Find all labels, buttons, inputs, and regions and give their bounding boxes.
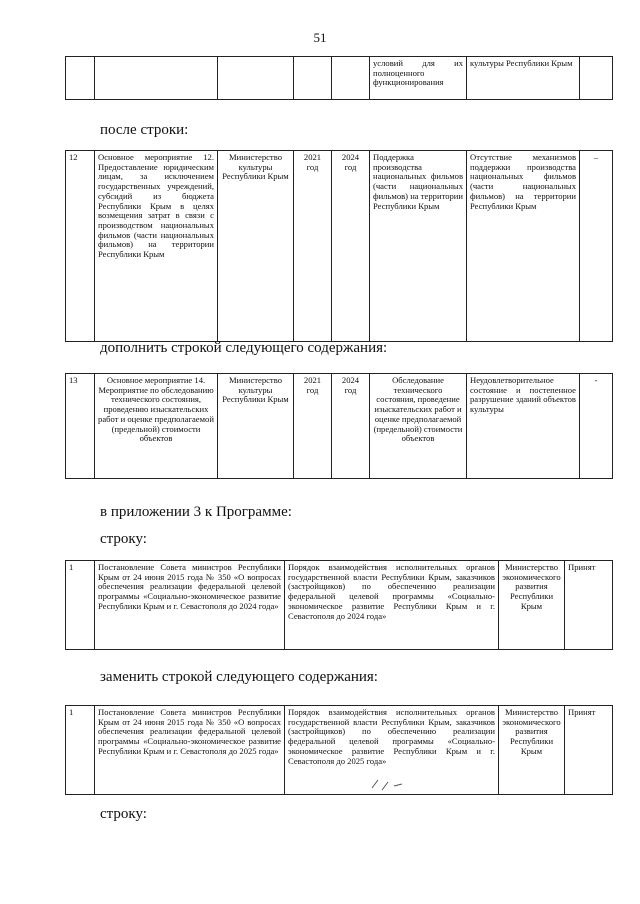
cell-event: Основное мероприятие 12. Предоставление юридическим лицам, за исключением государственных учреждений, субсидий из бюджета Республики Крым в целях возмещения затрат в связи с производством национальных фильмов (части национальных фильмов) на территории Республики Крым bbox=[95, 151, 218, 342]
table-row-12 bbox=[65, 150, 613, 342]
cell-executor: Министерство культуры Республики Крым bbox=[218, 151, 294, 342]
cell-start-year: 2021 год bbox=[294, 151, 332, 342]
cell-status: Принят bbox=[565, 561, 613, 650]
cell-end-year: 2024 год bbox=[332, 374, 370, 479]
table-row-13 bbox=[65, 373, 613, 479]
cell-act: Постановление Совета министров Республики Крым от 24 июня 2015 года № 350 «О вопросах обеспечения реализации федеральной целевой программы «Социально-экономическое развитие Республики Крым и г. Севастополя до 2024 года» bbox=[95, 561, 285, 650]
table-new-row bbox=[65, 705, 613, 795]
cell-consequence: Отсутствие механизмов поддержки производства национальных фильмов (части национальных фильмов) на территории Республики Крым bbox=[467, 151, 580, 342]
heading-after-row: после строки: bbox=[100, 122, 189, 138]
table-row bbox=[66, 561, 613, 650]
cell-end-year: 2024 год bbox=[332, 151, 370, 342]
table-old-row bbox=[65, 560, 613, 650]
page-number: 51 bbox=[313, 30, 327, 45]
cell-executor: Министерство культуры Республики Крым bbox=[218, 374, 294, 479]
cell-executor: Министерство экономического развития Республики Крым bbox=[499, 706, 565, 795]
cell-event: Основное мероприятие 14. Мероприятие по обследованию технического состояния, проведению изыскательских работ и оценке предполагаемой (предельной) стоимости объектов bbox=[95, 374, 218, 479]
heading-row-label-2: строку: bbox=[100, 806, 147, 822]
heading-replace-row: заменить строкой следующего содержания: bbox=[100, 669, 378, 685]
cell-status: Принят bbox=[565, 706, 613, 795]
cell-consequence: Неудовлетворительное состояние и постепенное разрушение зданий объектов культуры bbox=[467, 374, 580, 479]
cell-consequence: культуры Республики Крым bbox=[467, 57, 580, 100]
cell-number: 1 bbox=[66, 706, 95, 795]
cell-start-year: 2021 год bbox=[294, 374, 332, 479]
cell-result: условий для их полноценного функционирования bbox=[370, 57, 467, 100]
heading-appendix-3: в приложении 3 к Программе: bbox=[100, 504, 292, 520]
table-row bbox=[66, 374, 613, 479]
cell-number: 12 bbox=[66, 151, 95, 342]
table-row bbox=[66, 706, 613, 795]
heading-row-label: строку: bbox=[100, 531, 147, 547]
cell-content: Порядок взаимодействия исполнительных органов государственной власти Республики Крым, заказчиков (застройщиков) по обеспечению реализации федеральной целевой программы «Социально-экономическое развитие Республики Крым и г. Севастополя до 2024 года» bbox=[285, 561, 499, 650]
table-row bbox=[66, 57, 613, 100]
cell-executor: Министерство экономического развития Республики Крым bbox=[499, 561, 565, 650]
cell-number: 1 bbox=[66, 561, 95, 650]
cell-link: - bbox=[580, 374, 613, 479]
table-row bbox=[66, 151, 613, 342]
cell-result: Обследование технического состояния, проведение изыскательских работ и оценке предполагаемой (предельной) стоимости объектов bbox=[370, 374, 467, 479]
table-continuation bbox=[65, 56, 613, 100]
heading-add-row: дополнить строкой следующего содержания: bbox=[100, 340, 388, 356]
cell-act: Постановление Совета министров Республики Крым от 24 июня 2015 года № 350 «О вопросах обеспечения реализации федеральной целевой программы «Социально-экономическое развитие Республики Крым и г. Севастополя до 2025 года» bbox=[95, 706, 285, 795]
cell-content: Порядок взаимодействия исполнительных органов государственной власти Республики Крым, заказчиков (застройщиков) по обеспечению реализации федеральной целевой программы «Социально-экономическое развитие Республики Крым и г. Севастополя до 2025 года» bbox=[285, 706, 499, 795]
cell-link: – bbox=[580, 151, 613, 342]
pen-mark bbox=[368, 776, 408, 794]
cell-number: 13 bbox=[66, 374, 95, 479]
cell-result: Поддержка производства национальных фильмов (части национальных фильмов) на территории Республики Крым bbox=[370, 151, 467, 342]
